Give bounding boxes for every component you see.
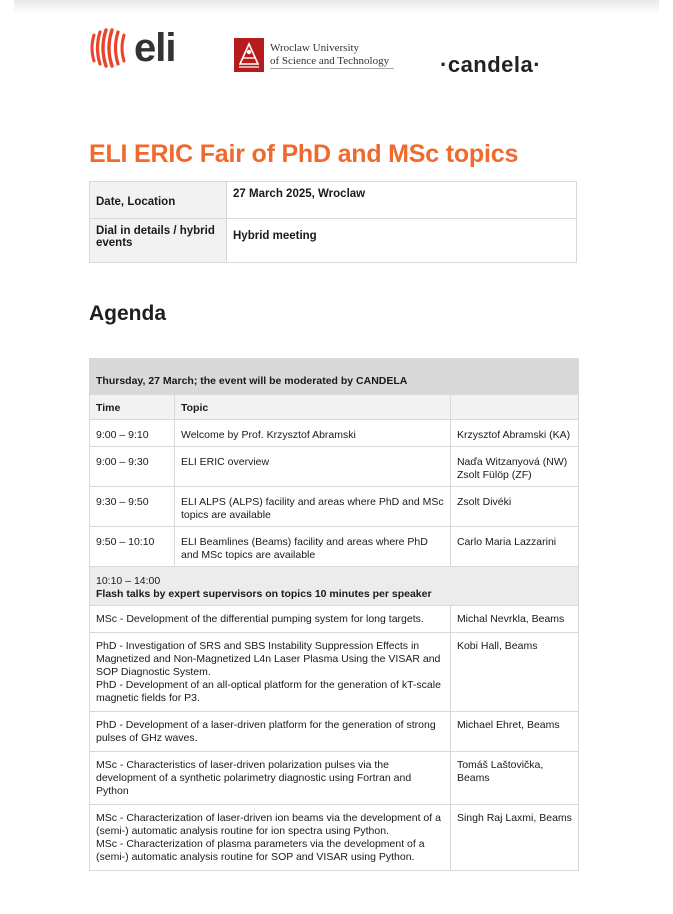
eli-flame-logo-icon (90, 27, 130, 69)
dial-in-label: Dial in details / hybrid events (90, 219, 227, 263)
agenda-table (89, 358, 579, 871)
wust-name-line1: Wroclaw University (270, 42, 360, 54)
agenda-row (90, 447, 579, 487)
flash-talk-topic: MSc - Characteristics of laser-driven polarization pulses via the development of a synthetic polarimetry diagnostic using Fortran and Python (90, 752, 451, 805)
flash-talk-topic: MSc - Characterization of laser-driven ion beams via the development of a (semi-) automatic analysis routine for ion spectra using Python. MSc - Characterization of plasma parameters via the development of a (semi-) automatic analysis routine for SOP and VISAR using Python. (90, 805, 451, 871)
agenda-time: 9:50 – 10:10 (90, 527, 175, 567)
flash-talk-speaker: Michael Ehret, Beams (450, 712, 578, 752)
candela-dot-left: · (440, 52, 448, 77)
wust-logo (234, 38, 389, 72)
flash-talk-row (90, 712, 579, 752)
date-location-label: Date, Location (90, 182, 227, 219)
wust-crest-icon (234, 38, 264, 72)
agenda-time: 9:00 – 9:10 (90, 420, 175, 447)
agenda-section-title: Thursday, 27 March; the event will be moderated by CANDELA (90, 359, 579, 395)
flash-talk-row (90, 633, 579, 712)
flash-talk-speaker: Michal Nevrkla, Beams (450, 606, 578, 633)
wust-name-line2: of Science and Technology (270, 55, 390, 67)
flash-talk-speaker: Singh Raj Laxmi, Beams (450, 805, 578, 871)
wust-underline (270, 68, 394, 69)
agenda-row (90, 420, 579, 447)
agenda-row (90, 487, 579, 527)
flash-talk-topic: PhD - Investigation of SRS and SBS Instability Suppression Effects in Magnetized and Non-Magnetized L4n Laser Plasma Using the VISAR and SOP Diagnostic System. PhD - Development of an all-optical platform for the generation of kT-scale magnetic fields for P3. (90, 633, 451, 712)
agenda-section-header (90, 359, 579, 395)
page-top-shadow (14, 0, 659, 14)
page-title: ELI ERIC Fair of PhD and MSc topics (89, 140, 519, 168)
agenda-time: 9:00 – 9:30 (90, 447, 175, 487)
flash-talk-topic: PhD - Development of a laser-driven platform for the generation of strong pulses of GHz waves. (90, 712, 451, 752)
flash-talk-row (90, 805, 579, 871)
eli-logo-text: eli (134, 26, 176, 70)
agenda-speaker: Krzysztof Abramski (KA) (450, 420, 578, 447)
candela-logo (440, 52, 541, 78)
flash-talk-speaker: Tomáš Laštovička, Beams (450, 752, 578, 805)
flash-talks-title: Flash talks by expert supervisors on topics 10 minutes per speaker (96, 588, 432, 600)
agenda-speaker: Zsolt Divéki (450, 487, 578, 527)
col-speaker-header (450, 395, 578, 420)
agenda-speaker: Naďa Witzanyová (NW) Zsolt Fülöp (ZF) (450, 447, 578, 487)
flash-talks-time: 10:10 – 14:00 (96, 575, 161, 587)
agenda-topic: ELI Beamlines (Beams) facility and areas where PhD and MSc topics are available (174, 527, 450, 567)
flash-talk-row (90, 606, 579, 633)
event-info-table (89, 181, 577, 263)
agenda-row (90, 527, 579, 567)
flash-talk-topic: MSc - Development of the differential pumping system for long targets. (90, 606, 451, 633)
agenda-heading: Agenda (89, 302, 167, 325)
candela-dot-right: · (533, 52, 542, 77)
eli-logo (90, 26, 175, 70)
agenda-time: 9:30 – 9:50 (90, 487, 175, 527)
agenda-topic: ELI ERIC overview (174, 447, 450, 487)
col-time-header: Time (90, 395, 175, 420)
agenda-column-headers (90, 395, 579, 420)
flash-talks-section-header (90, 567, 579, 606)
agenda-topic: ELI ALPS (ALPS) facility and areas where PhD and MSc topics are available (174, 487, 450, 527)
info-row-dial (90, 219, 577, 263)
info-row-date (90, 182, 577, 219)
dial-in-value: Hybrid meeting (227, 219, 577, 263)
flash-talk-speaker: Kobi Hall, Beams (450, 633, 578, 712)
col-topic-header: Topic (174, 395, 450, 420)
date-location-value: 27 March 2025, Wroclaw (227, 182, 577, 219)
agenda-speaker: Carlo Maria Lazzarini (450, 527, 578, 567)
flash-talk-row (90, 752, 579, 805)
candela-logo-text: candela (447, 52, 534, 77)
agenda-topic: Welcome by Prof. Krzysztof Abramski (174, 420, 450, 447)
